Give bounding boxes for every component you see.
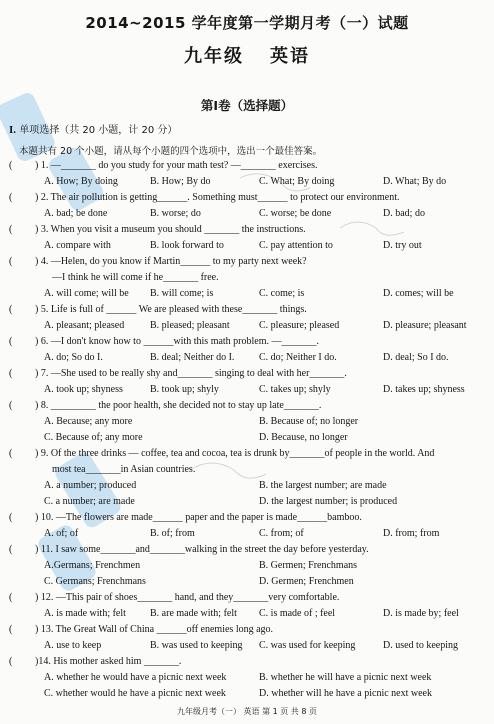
answer-option: D. whether will he have a picnic next week	[259, 688, 432, 699]
question-stem: ) 7. —She used to be really shy and_______ singing to deal with her_______.	[35, 368, 347, 379]
answer-option: C. worse; be done	[259, 208, 332, 219]
answer-option: C. come; is	[259, 288, 305, 299]
answer-option: D. deal; So I do.	[383, 352, 449, 363]
answer-option: B. are made with; felt	[150, 608, 237, 619]
answer-option: D. from; from	[383, 528, 440, 539]
question-stem: ) 6. —I don't know how to ______with this math problem. —_______.	[35, 336, 320, 347]
answer-option: A. a number; produced	[44, 480, 137, 491]
answer-option: C. a number; are made	[44, 496, 135, 507]
answer-option: B. took up; shyly	[150, 384, 219, 395]
answer-option: B. Because of; no longer	[259, 416, 359, 427]
grade-label: 九年级	[184, 46, 244, 67]
question-stem: ) 12. —This pair of shoes_______ hand, and they_______very comfortable.	[35, 592, 340, 603]
answer-option: D. bad; do	[383, 208, 425, 219]
answer-option: C. from; of	[259, 528, 304, 539]
question-stem: ) 5. Life is full of ______ We are pleased with these_______ things.	[35, 304, 307, 315]
answer-option: B. look forward to	[150, 240, 224, 251]
question-stem-continued: —I think he will come if he_______ free.	[52, 272, 219, 283]
question-item	[0, 366, 494, 398]
answer-option: D. used to keeping	[383, 640, 458, 651]
question-item	[0, 590, 494, 622]
answer-paren: (	[9, 368, 13, 379]
answer-option: B. of; from	[150, 528, 195, 539]
question-stem: ) 4. —Helen, do you know if Martin______ to my party next week?	[35, 256, 307, 267]
answer-paren: (	[9, 192, 13, 203]
section-title: 单项选择（共 20 小题，计 20 分）	[19, 125, 178, 136]
answer-option: C. Because of; any more	[44, 432, 143, 443]
answer-option: C. was used for keeping	[259, 640, 356, 651]
answer-option: D. takes up; shyness	[383, 384, 465, 395]
answer-option: A. of; of	[44, 528, 79, 539]
answer-option: C. pay attention to	[259, 240, 333, 251]
question-stem: ) 8. _________ the poor health, she decided not to stay up late_______.	[35, 400, 322, 411]
answer-option: A. Because; any more	[44, 416, 133, 427]
answer-option: A. do; So do I.	[44, 352, 103, 363]
question-item	[0, 334, 494, 366]
section-instruction: 本题共有 20 个小题，请从每个小题的四个选项中，选出一个最佳答案。	[19, 146, 323, 157]
question-stem: ) 1. —_______ do you study for your math test? —_______ exercises.	[35, 160, 318, 171]
question-item	[0, 510, 494, 542]
question-stem-continued: most tea_______in Asian countries.	[52, 464, 196, 475]
answer-option: C. What; By doing	[259, 176, 335, 187]
question-list	[0, 158, 494, 702]
answer-option: D. Germen; Frenchmen	[259, 576, 354, 587]
question-item	[0, 542, 494, 590]
answer-option: C. pleasure; pleased	[259, 320, 340, 331]
question-stem: )14. His mother asked him _______.	[35, 656, 182, 667]
answer-paren: (	[9, 400, 13, 411]
question-stem: ) 3. When you visit a museum you should _______ the instructions.	[35, 224, 306, 235]
answer-option: A. will come; will be	[44, 288, 129, 299]
question-stem: ) 2. The air pollution is getting______. Something must______ to protect our environment.	[35, 192, 400, 203]
answer-option: A. is made with; felt	[44, 608, 126, 619]
answer-option: D. try out	[383, 240, 422, 251]
answer-option: D. the largest number; is produced	[259, 496, 398, 507]
answer-option: A.Germans; Frenchmen	[44, 560, 141, 571]
answer-paren: (	[9, 544, 13, 555]
volume-heading: 第Ⅰ卷（选择题）	[200, 98, 294, 113]
answer-option: A. use to keep	[44, 640, 102, 651]
section-number: I.	[9, 124, 17, 136]
question-stem: ) 10. —The flowers are made______ paper and the paper is made______bamboo.	[35, 512, 362, 523]
answer-option: B. deal; Neither do I.	[150, 352, 235, 363]
answer-option: B. the largest number; are made	[259, 480, 387, 491]
answer-option: A. took up; shyness	[44, 384, 123, 395]
answer-option: A. bad; be done	[44, 208, 108, 219]
answer-paren: (	[9, 624, 13, 635]
answer-option: B. How; By do	[150, 176, 211, 187]
answer-option: B. whether he will have a picnic next week	[259, 672, 432, 683]
exam-title: 2014~2015 学年度第一学期月考（一）试题	[85, 14, 409, 32]
question-item	[0, 222, 494, 254]
answer-paren: (	[9, 256, 13, 267]
question-item	[0, 190, 494, 222]
answer-paren: (	[9, 160, 13, 171]
answer-option: C. do; Neither I do.	[259, 352, 337, 363]
answer-option: A. whether he would have a picnic next week	[44, 672, 227, 683]
answer-paren: (	[9, 336, 13, 347]
answer-paren: (	[9, 304, 13, 315]
answer-paren: (	[9, 592, 13, 603]
answer-option: D. What; By do	[383, 176, 447, 187]
answer-option: B. worse; do	[150, 208, 201, 219]
question-item	[0, 254, 494, 302]
question-item	[0, 446, 494, 510]
answer-option: B. pleased; pleasant	[150, 320, 230, 331]
answer-option: B. will come; is	[150, 288, 214, 299]
answer-option: C. takes up; shyly	[259, 384, 331, 395]
answer-option: A. compare with	[44, 240, 111, 251]
answer-option: B. was used to keeping	[150, 640, 243, 651]
question-item	[0, 622, 494, 654]
section-heading	[9, 121, 177, 136]
answer-paren: (	[9, 512, 13, 523]
answer-option: C. whether would he have a picnic next week	[44, 688, 226, 699]
question-stem: ) 11. I saw some_______and_______walking in the street the day before yesterday.	[35, 544, 369, 555]
question-item	[0, 398, 494, 446]
answer-paren: (	[9, 224, 13, 235]
answer-paren: (	[9, 448, 13, 459]
answer-option: C. Germans; Frenchmans	[44, 576, 146, 587]
question-stem: ) 9. Of the three drinks — coffee, tea and cocoa, tea is drunk by_______of people in the world. And	[35, 448, 435, 459]
question-stem: ) 13. The Great Wall of China ______off enemies long ago.	[35, 624, 274, 635]
answer-option: D. pleasure; pleasant	[383, 320, 467, 331]
subject-label: 英语	[270, 46, 310, 67]
page-footer: 九年级月考（一） 英语 第 1 页 共 8 页	[177, 707, 317, 716]
question-item	[0, 302, 494, 334]
answer-option: C. is made of ; feel	[259, 608, 336, 619]
answer-option: B. Germen; Frenchmans	[259, 560, 358, 571]
answer-option: D. comes; will be	[383, 288, 454, 299]
answer-paren: (	[9, 656, 13, 667]
answer-option: A. How; By doing	[44, 176, 118, 187]
question-item	[0, 158, 494, 190]
grade-subject	[0, 42, 494, 68]
question-item	[0, 654, 494, 702]
answer-option: D. Because, no longer	[259, 432, 348, 443]
answer-option: A. pleasant; pleased	[44, 320, 125, 331]
answer-option: D. is made by; feel	[383, 608, 459, 619]
